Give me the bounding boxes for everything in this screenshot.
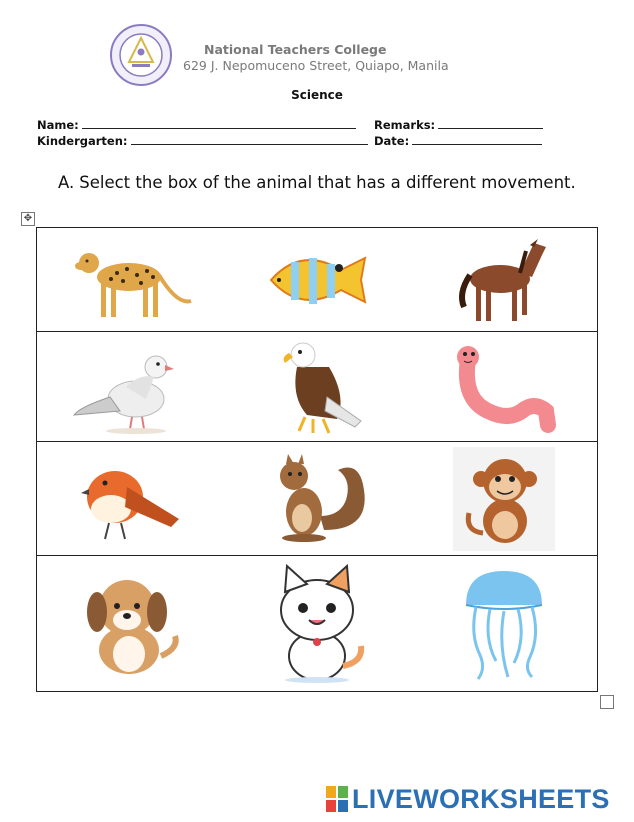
remarks-line[interactable]	[438, 118, 543, 129]
cheetah-box[interactable]	[37, 228, 224, 331]
kitten-icon	[261, 562, 373, 686]
jellyfish-icon	[456, 565, 552, 683]
kitten-box[interactable]	[224, 556, 411, 691]
college-name: National Teachers College	[204, 42, 387, 57]
squirrel-icon	[260, 450, 374, 548]
animal-grid	[36, 227, 598, 692]
horse-box[interactable]	[410, 228, 597, 331]
puppy-icon	[71, 566, 189, 682]
worm-icon	[448, 339, 560, 435]
college-address: 629 J. Nepomuceno Street, Quiapo, Manila	[183, 58, 449, 73]
liveworksheets-logo	[326, 784, 610, 814]
logo-text: LIVEWORKSHEETS	[352, 783, 610, 814]
college-seal-icon	[110, 24, 172, 86]
robin-box[interactable]	[37, 442, 224, 555]
monkey-box[interactable]	[410, 442, 597, 555]
subject-title: Science	[291, 88, 343, 102]
cheetah-icon	[67, 235, 193, 325]
instruction-number: A.	[58, 173, 75, 192]
date-field	[374, 134, 542, 148]
name-label: Name:	[37, 118, 79, 132]
dove-box[interactable]	[37, 332, 224, 441]
name-line[interactable]	[82, 118, 356, 129]
animal-row-4	[37, 555, 597, 691]
instruction-text: Select the box of the animal that has a different movement.	[79, 173, 576, 192]
kindergarten-field	[37, 134, 368, 148]
squirrel-box[interactable]	[224, 442, 411, 555]
dove-icon	[70, 339, 190, 435]
monkey-icon	[453, 447, 555, 551]
eagle-box[interactable]	[224, 332, 411, 441]
animal-row-1	[37, 228, 597, 331]
date-label: Date:	[374, 134, 410, 148]
table-resize-handle[interactable]	[600, 695, 614, 709]
table-move-handle-icon[interactable]: ✥	[21, 212, 35, 226]
date-line[interactable]	[412, 134, 542, 145]
remarks-label: Remarks:	[374, 118, 436, 132]
worm-box[interactable]	[410, 332, 597, 441]
kindergarten-label: Kindergarten:	[37, 134, 128, 148]
robin-icon	[75, 453, 185, 545]
animal-row-2	[37, 331, 597, 441]
eagle-icon	[267, 337, 367, 437]
animal-row-3	[37, 441, 597, 555]
remarks-field	[374, 118, 543, 132]
fish-box[interactable]	[224, 228, 411, 331]
instruction	[58, 173, 576, 192]
fish-icon	[261, 238, 373, 322]
name-field	[37, 118, 356, 132]
kindergarten-line[interactable]	[131, 134, 368, 145]
puppy-box[interactable]	[37, 556, 224, 691]
jellyfish-box[interactable]	[410, 556, 597, 691]
horse-icon	[454, 233, 554, 327]
liveworksheets-logo-icon	[326, 786, 348, 812]
